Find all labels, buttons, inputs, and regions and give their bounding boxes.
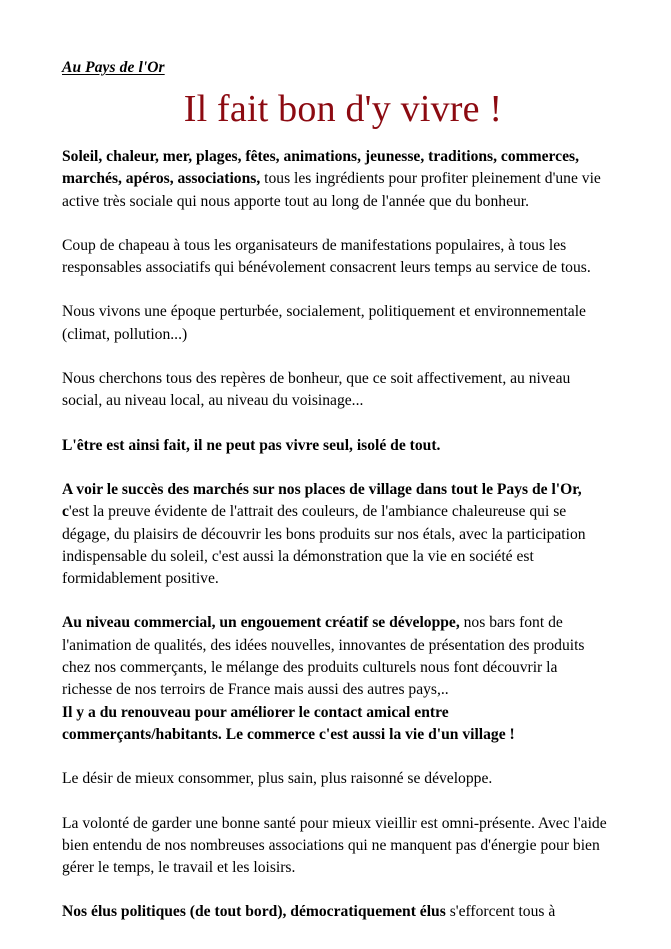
paragraph-3-text: Nous vivons une époque perturbée, socialement, politiquement et environnementale (climat, pollution...): [62, 303, 590, 343]
paragraph-10-text: La volonté de garder une bonne santé pour mieux vieillir est omni-présente. Avec l'aide bien entendu de nos nombreuses associations qui ne manquent pas d'énergie pour bien gérer le temps, le travail et les loisirs.: [62, 814, 615, 877]
paragraph-9: [62, 768, 610, 790]
paragraph-4-text: Nous cherchons tous des repères de bonheur, que ce soit affectivement, au niveau social, au niveau local, au niveau du voisinage...: [62, 370, 575, 410]
kicker-line: [62, 58, 610, 80]
paragraph-1: [62, 146, 610, 213]
paragraph-11-bold-lead: Nos élus politiques (de tout bord), démocratiquement élus: [62, 903, 446, 921]
paragraph-8: [62, 702, 610, 747]
paragraph-4: [62, 368, 610, 413]
paragraph-10: [62, 813, 615, 880]
title-spacer: [62, 132, 610, 146]
paragraph-2: [62, 235, 610, 280]
document-body: [62, 58, 615, 924]
paragraph-6-text: 'est la preuve évidente de l'attrait des couleurs, de l'ambiance chaleureuse qui se dégage, du plaisirs de découvrir les bons produits sur nos étals, avec la participation indispensable du soleil, c'est aussi la démonstration que la vie en société est formidablement positive.: [62, 503, 590, 588]
paragraph-11: [62, 901, 610, 923]
paragraph-6: [62, 479, 610, 590]
page-title: Il fait bon d'y vivre !: [183, 88, 503, 130]
paragraph-11-text: s'efforcent tous à: [445, 903, 556, 921]
paragraph-8-bold-lead: Il y a du renouveau pour améliorer le contact amical entre commerçants/habitants. Le commerce c'est aussi la vie d'un village !: [62, 703, 515, 743]
paragraph-2-text: Coup de chapeau à tous les organisateurs de manifestations populaires, à tous les responsables associatifs qui bénévolement consacrent leurs temps au service de tous.: [62, 236, 591, 277]
paragraph-3: [62, 301, 610, 346]
paragraph-7: [62, 612, 610, 701]
paragraph-7-bold-lead: Au niveau commercial, un engouement créatif se développe,: [62, 614, 460, 632]
paragraph-7-text: nos bars font de l'animation de qualités, des idées nouvelles, innovantes de présentation des produits chez nos commerçants, le mélange des produits culturels nous font découvrir la richesse de nos terroirs de France mais aussi des autres pays,..: [62, 614, 589, 699]
paragraph-5: [62, 435, 610, 457]
paragraph-1-bold-lead: Soleil, chaleur, mer, plages, fêtes, animations, jeunesse, traditions, commerces, marchés, apéros, associations,: [62, 148, 583, 188]
paragraph-9-text: Le désir de mieux consommer, plus sain, plus raisonné se développe.: [62, 770, 493, 788]
paragraph-6-bold-lead: A voir le succès des marchés sur nos places de village dans tout le Pays de l'Or, c: [62, 480, 586, 521]
paragraph-5-bold-lead: L'être est ainsi fait, il ne peut pas vivre seul, isolé de tout.: [62, 436, 441, 454]
document-kicker: Au Pays de l'Or: [62, 59, 165, 76]
paragraph-1-text: tous les ingrédients pour profiter pleinement d'une vie active très sociale qui nous apporte tout au long de l'année que du bonheur.: [62, 170, 605, 210]
